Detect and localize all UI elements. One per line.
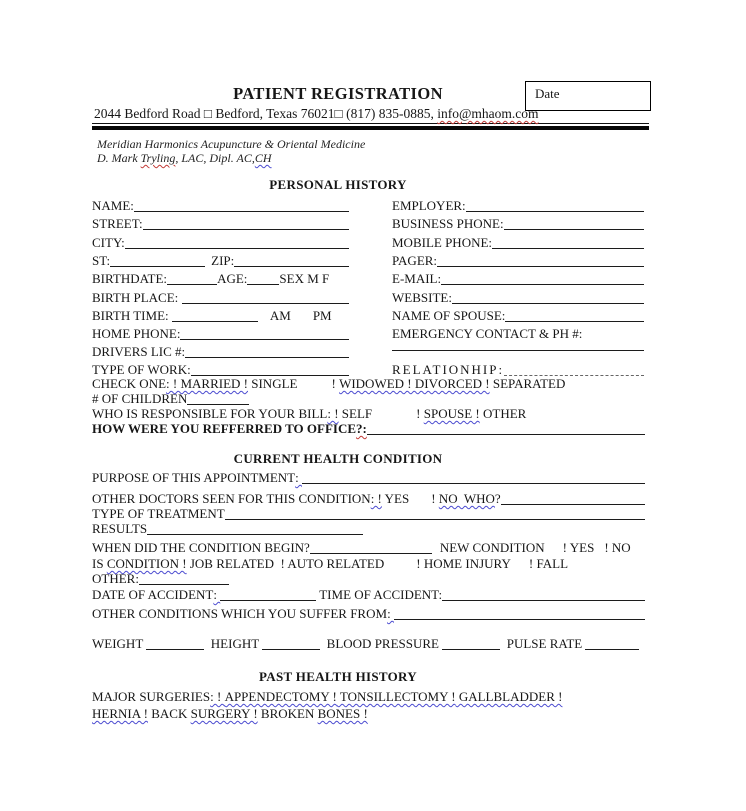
street-line bbox=[143, 217, 349, 230]
field-street-row bbox=[92, 216, 349, 232]
employer-line bbox=[466, 199, 644, 212]
option-back-surgery: SURGERY ! bbox=[190, 706, 258, 721]
option-home-injury: ! HOME INJURY bbox=[416, 556, 511, 571]
page-title: PATIENT REGISTRATION bbox=[233, 84, 443, 103]
doctors-label: OTHER DOCTORS SEEN FOR THIS CONDITION bbox=[92, 491, 371, 506]
mobilephone-label: MOBILE PHONE: bbox=[392, 235, 493, 250]
purpose-row bbox=[92, 470, 645, 486]
field-spouse-row bbox=[392, 308, 644, 324]
emergency-contact-line bbox=[392, 336, 644, 351]
other-conditions-row bbox=[92, 606, 645, 622]
relationship-label: RELATIONHIP: bbox=[392, 362, 505, 377]
pulse-rate-label: PULSE RATE bbox=[500, 636, 586, 651]
spouse-label: NAME OF SPOUSE: bbox=[392, 308, 506, 323]
sex-label: SEX M F bbox=[279, 271, 330, 286]
website-label: WEBSITE: bbox=[392, 290, 452, 305]
homephone-line bbox=[180, 327, 349, 340]
marital-status-row bbox=[92, 376, 645, 392]
option-married: : ! MARRIED ! bbox=[166, 376, 248, 391]
birthplace-label: BIRTH PLACE: bbox=[92, 290, 182, 305]
practitioner-name: Tryling bbox=[140, 151, 176, 165]
broken-label: BROKEN bbox=[257, 706, 318, 721]
height-label: HEIGHT bbox=[204, 636, 263, 651]
field-mobilephone-row bbox=[392, 235, 644, 251]
vitals-row bbox=[92, 636, 592, 652]
field-homephone-row bbox=[92, 326, 349, 342]
date-accident-label: DATE OF ACCIDENT bbox=[92, 587, 214, 602]
date-accident-colon: : bbox=[213, 587, 221, 602]
state-line bbox=[110, 254, 205, 267]
purpose-line bbox=[302, 471, 645, 484]
date-label: Date bbox=[535, 86, 560, 101]
option-auto-related: ! AUTO RELATED bbox=[274, 556, 385, 571]
driverslic-label: DRIVERS LIC #: bbox=[92, 344, 186, 359]
birthtime-line bbox=[172, 309, 258, 322]
option-nc-no: ! NO bbox=[604, 540, 631, 555]
option-yes: YES bbox=[381, 491, 410, 506]
field-pager-row bbox=[392, 253, 644, 269]
practitioner-prefix: D. Mark bbox=[97, 151, 141, 165]
address-text: 2044 Bedford Road □ Bedford, Texas 76021□ (817) 835-0885, bbox=[94, 106, 438, 121]
zip-label: ZIP: bbox=[211, 253, 235, 268]
option-self: SELF bbox=[338, 406, 373, 421]
field-birthplace-row bbox=[92, 290, 349, 306]
suffer-line bbox=[394, 607, 645, 620]
option-separated: SEPARATED bbox=[489, 376, 566, 391]
header-divider bbox=[92, 126, 649, 130]
check-one-label: CHECK ONE bbox=[92, 376, 167, 391]
purpose-label: PURPOSE OF THIS APPOINTMENT bbox=[92, 470, 296, 485]
state-label: ST: bbox=[92, 253, 111, 268]
spouse-checkbox: ! bbox=[416, 406, 424, 421]
option-fall: ! FALL bbox=[528, 556, 569, 571]
weight-label: WEIGHT bbox=[92, 636, 147, 651]
surgeries-row-2 bbox=[92, 706, 645, 722]
field-website-row bbox=[392, 290, 644, 306]
birthdate-label: BIRTHDATE: bbox=[92, 271, 168, 286]
field-driverslic-row bbox=[92, 344, 349, 360]
practitioner-line bbox=[97, 151, 272, 166]
blood-pressure-label: BLOOD PRESSURE bbox=[320, 636, 443, 651]
is-label: IS bbox=[92, 556, 107, 571]
children-row bbox=[92, 391, 645, 407]
treatment-line bbox=[225, 507, 645, 520]
option-single: SINGLE bbox=[248, 376, 298, 391]
accident-row bbox=[92, 587, 645, 603]
spouse-line bbox=[505, 309, 644, 322]
name-line bbox=[134, 199, 349, 212]
back-label: BACK bbox=[147, 706, 191, 721]
am-label: AM bbox=[269, 308, 291, 323]
children-line bbox=[187, 392, 249, 405]
condition-type-row bbox=[92, 556, 645, 572]
website-line bbox=[452, 291, 644, 304]
mobilephone-line bbox=[492, 236, 644, 249]
surgeries-colon: : ! bbox=[210, 689, 225, 704]
option-other: OTHER bbox=[479, 406, 527, 421]
city-label: CITY: bbox=[92, 235, 125, 250]
option-nc-yes: ! YES bbox=[562, 540, 595, 555]
other-label: OTHER: bbox=[92, 571, 139, 586]
section-heading-personal-history: PERSONAL HISTORY bbox=[269, 177, 407, 192]
suffer-label: OTHER CONDITIONS WHICH YOU SUFFER FROM bbox=[92, 606, 388, 621]
city-line bbox=[125, 236, 349, 249]
bill-responsibility-row bbox=[92, 406, 645, 422]
purpose-colon: : bbox=[295, 470, 302, 485]
no-checkbox: ! bbox=[431, 491, 439, 506]
typework-line bbox=[191, 363, 349, 376]
time-accident-label: TIME OF ACCIDENT: bbox=[316, 587, 443, 602]
pulse-rate-line bbox=[585, 637, 639, 650]
bill-question: WHO IS RESPONSIBLE FOR YOUR BILL bbox=[92, 406, 328, 421]
other-condition-row bbox=[92, 571, 645, 587]
field-birthdate-row bbox=[92, 271, 349, 287]
field-state-zip-row bbox=[92, 253, 349, 269]
field-city-row bbox=[92, 235, 349, 251]
pager-line bbox=[437, 254, 644, 267]
spacer bbox=[291, 323, 313, 324]
doctors-colon: : ! bbox=[370, 491, 382, 506]
field-email-row bbox=[392, 271, 644, 287]
results-row bbox=[92, 521, 363, 537]
weight-line bbox=[146, 637, 204, 650]
other-doctors-row bbox=[92, 491, 645, 507]
option-gallbladder: GALLBLADDER ! bbox=[455, 689, 563, 704]
spacer bbox=[258, 323, 270, 324]
field-employer-row bbox=[392, 198, 644, 214]
birthtime-label: BIRTH TIME: bbox=[92, 308, 172, 323]
referred-line bbox=[367, 422, 645, 435]
blood-pressure-line bbox=[442, 637, 500, 650]
age-line bbox=[247, 272, 279, 285]
who-question-mark: ? bbox=[494, 491, 501, 506]
email-line bbox=[441, 272, 644, 285]
section-heading-current-health: CURRENT HEALTH CONDITION bbox=[233, 451, 443, 466]
referred-question: HOW WERE YOU REFFERRED TO OFFICE bbox=[92, 421, 357, 436]
clinic-name: Meridian Harmonics Acupuncture & Oriental Medicine bbox=[97, 137, 366, 151]
treatment-label: TYPE OF TREATMENT bbox=[92, 506, 225, 521]
practitioner-credentials: , LAC, Dipl. AC, bbox=[175, 151, 255, 165]
option-broken-bones: BONES ! bbox=[317, 706, 368, 721]
referred-punct: ?: bbox=[356, 421, 367, 436]
homephone-label: HOME PHONE: bbox=[92, 326, 181, 341]
driverslic-line bbox=[185, 345, 349, 358]
referred-row bbox=[92, 421, 645, 437]
option-job-related: JOB RELATED bbox=[186, 556, 274, 571]
emergency-label: EMERGENCY CONTACT & PH #: bbox=[392, 326, 583, 341]
typework-label: TYPE OF WORK: bbox=[92, 362, 191, 377]
results-line bbox=[147, 522, 363, 535]
practitioner-suffix: CH bbox=[254, 151, 272, 165]
field-birthtime-row bbox=[92, 308, 349, 324]
surgeries-label: MAJOR SURGERIES bbox=[92, 689, 211, 704]
pager-label: PAGER: bbox=[392, 253, 438, 268]
other-line bbox=[139, 572, 229, 585]
birthplace-line bbox=[182, 291, 349, 304]
street-label: STREET: bbox=[92, 216, 143, 231]
pm-label: PM bbox=[312, 308, 332, 323]
who-line bbox=[501, 492, 645, 505]
began-label: WHEN DID THE CONDITION BEGIN? bbox=[92, 540, 310, 555]
option-tonsillectomy: TONSILLECTOMY ! bbox=[336, 689, 456, 704]
businessphone-line bbox=[504, 217, 644, 230]
option-spouse: SPOUSE ! bbox=[423, 406, 480, 421]
condition-began-row bbox=[92, 540, 645, 556]
section-heading-past-health: PAST HEALTH HISTORY bbox=[259, 669, 417, 684]
suffer-colon: : bbox=[387, 606, 394, 621]
major-surgeries-row bbox=[92, 689, 645, 705]
option-no-who: NO WHO bbox=[438, 491, 495, 506]
employer-label: EMPLOYER: bbox=[392, 198, 466, 213]
businessphone-label: BUSINESS PHONE: bbox=[392, 216, 504, 231]
option-hernia: HERNIA ! bbox=[92, 706, 148, 721]
children-label: # OF CHILDREN bbox=[92, 391, 188, 406]
option-appendectomy: APPENDECTOMY ! bbox=[224, 689, 337, 704]
time-accident-line bbox=[442, 588, 645, 601]
began-line bbox=[310, 541, 432, 554]
date-accident-line bbox=[220, 588, 316, 601]
height-line bbox=[262, 637, 320, 650]
treatment-row bbox=[92, 506, 645, 522]
field-businessphone-row bbox=[392, 216, 644, 232]
relationship-line bbox=[504, 363, 644, 376]
birthdate-line bbox=[167, 272, 217, 285]
condition-word: CONDITION ! bbox=[106, 556, 187, 571]
option-widowed-divorced: WIDOWED ! DIVORCED ! bbox=[339, 376, 490, 391]
age-label: AGE: bbox=[217, 271, 248, 286]
bill-colon: : ! bbox=[327, 406, 339, 421]
results-label: RESULTS bbox=[92, 521, 148, 536]
zip-line bbox=[234, 254, 349, 267]
email-label: E-MAIL: bbox=[392, 271, 442, 286]
new-condition-label: NEW CONDITION bbox=[439, 540, 545, 555]
address-email: info@mhaom.com bbox=[437, 106, 539, 121]
clinic-address-line bbox=[92, 106, 649, 124]
field-name-row bbox=[92, 198, 349, 214]
widowed-checkbox: ! bbox=[331, 376, 340, 391]
name-label: NAME: bbox=[92, 198, 134, 213]
